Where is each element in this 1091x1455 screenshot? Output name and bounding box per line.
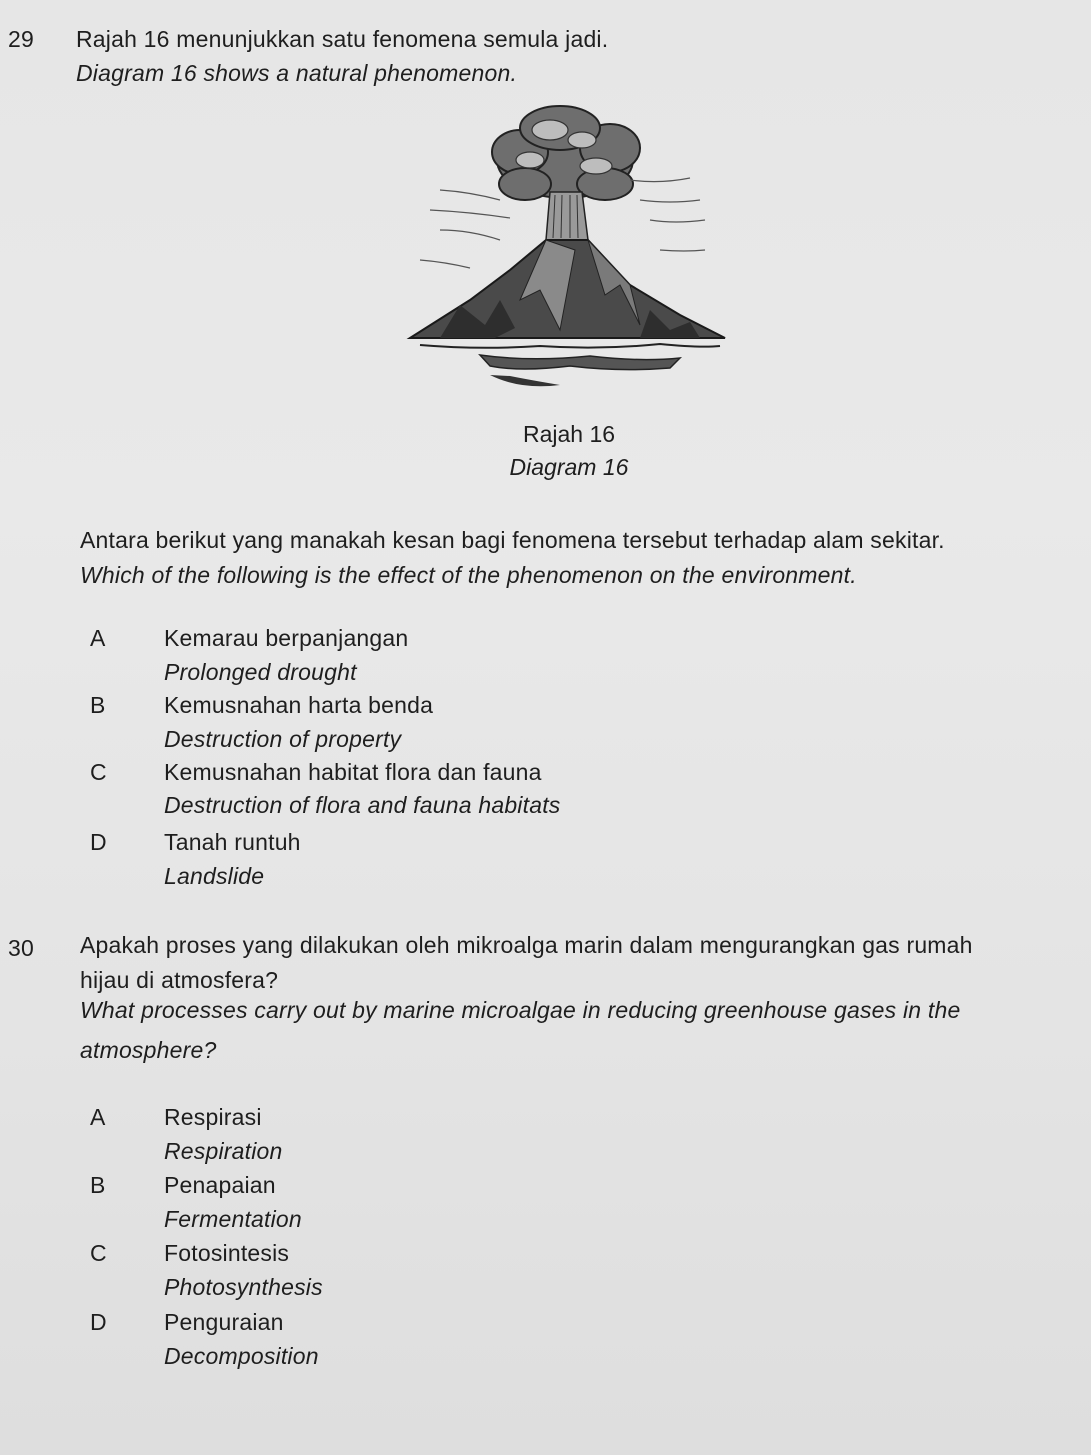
- question-30-stem-malay-line-1: Apakah proses yang dilakukan oleh mikroalga marin dalam mengurangkan gas rumah: [80, 932, 973, 958]
- question-29-prompt-malay: Antara berikut yang manakah kesan bagi fenomena tersebut terhadap alam sekitar.: [80, 527, 945, 553]
- option-text-english: Prolonged drought: [164, 659, 357, 685]
- question-29-prompt-english: Which of the following is the effect of the phenomenon on the environment.: [80, 562, 857, 588]
- option-text-english: Respiration: [164, 1138, 283, 1164]
- option-letter: A: [90, 1104, 106, 1130]
- option-letter: C: [90, 1240, 107, 1266]
- option-letter: B: [90, 692, 106, 718]
- option-text-malay: Kemusnahan harta benda: [164, 692, 434, 718]
- option-letter: A: [90, 625, 106, 651]
- option-text-malay: Respirasi: [164, 1104, 262, 1130]
- option-text-malay: Penapaian: [164, 1172, 276, 1198]
- question-29-stem-english: Diagram 16 shows a natural phenomenon.: [76, 60, 518, 86]
- question-30-stem-english-line-1: What processes carry out by marine microalgae in reducing greenhouse gases in the: [80, 997, 961, 1023]
- question-29-number: 29: [8, 26, 34, 52]
- option-letter: D: [90, 1309, 107, 1335]
- figure-caption-malay: Rajah 16: [522, 421, 616, 447]
- option-letter: D: [90, 829, 107, 855]
- option-text-malay: Penguraian: [164, 1309, 284, 1335]
- question-30-stem-english-line-2: atmosphere?: [80, 1037, 217, 1063]
- option-text-english: Fermentation: [164, 1206, 302, 1232]
- figure-caption-english: Diagram 16: [509, 454, 629, 480]
- option-text-english: Destruction of property: [164, 726, 402, 752]
- option-text-english: Destruction of flora and fauna habitats: [164, 792, 561, 818]
- option-text-english: Landslide: [164, 863, 265, 889]
- volcano-eruption-illustration: [400, 100, 735, 400]
- option-text-english: Photosynthesis: [164, 1274, 323, 1300]
- option-text-malay: Fotosintesis: [164, 1240, 290, 1266]
- option-letter: B: [90, 1172, 106, 1198]
- option-text-malay: Kemusnahan habitat flora dan fauna: [164, 759, 542, 785]
- question-29-stem-malay: Rajah 16 menunjukkan satu fenomena semula jadi.: [76, 26, 609, 52]
- question-30-stem-malay-line-2: hijau di atmosfera?: [80, 967, 279, 993]
- question-30-number: 30: [8, 935, 34, 961]
- option-text-malay: Tanah runtuh: [164, 829, 301, 855]
- option-text-english: Decomposition: [164, 1343, 319, 1369]
- option-letter: C: [90, 759, 107, 785]
- option-text-malay: Kemarau berpanjangan: [164, 625, 409, 651]
